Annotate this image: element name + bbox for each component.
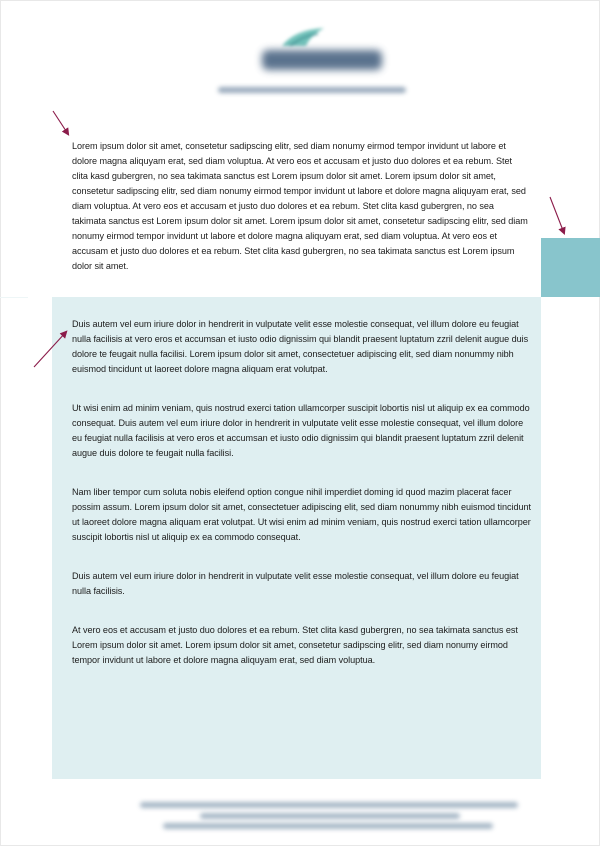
footer-line <box>200 813 460 819</box>
footer-line <box>163 823 493 829</box>
panel-paragraph: Duis autem vel eum iriure dolor in hendrerit in vulputate velit esse molestie consequat, vel illum dolore eu feugiat nulla facilisis at vero eros et accumsan et iusto odio dignissim qui blandit praesent luptatum zzril delenit augue duis dolore te feugait nulla facilisi. Lorem ipsum dolor sit amet, consectetuer adipiscing elit, sed diam nonummy nibh euismod tincidunt ut laoreet dolore magna aliquam erat volutpat. <box>72 319 529 374</box>
panel-text <box>72 317 532 668</box>
accent-block <box>541 238 600 297</box>
panel-paragraph: Duis autem vel eum iriure dolor in hendrerit in vulputate velit esse molestie consequat, vel illum dolore eu feugiat nulla facilisis. <box>72 571 519 596</box>
logo-icon <box>280 26 326 48</box>
intro-paragraph: Lorem ipsum dolor sit amet, consetetur sadipscing elitr, sed diam nonumy eirmod tempor invidunt ut labore et dolore magna aliquyam erat, sed diam voluptua. At vero eos et accusam et justo duo dolores et ea rebum. Stet clita kasd gubergren, no sea takimata sanctus est Lorem ipsum dolor sit amet. Lorem ipsum dolor sit amet, consetetur sadipscing elitr, sed diam nonumy eirmod tempor invidunt ut labore et dolore magna aliquyam erat, sed diam voluptua. At vero eos et accusam et justo duo dolores et ea rebum. Stet clita kasd gubergren, no sea takimata sanctus est Lorem ipsum dolor sit amet. Lorem ipsum dolor sit amet, consetetur sadipscing elitr, sed diam nonumy eirmod tempor invidunt ut labore et dolore magna aliquyam erat, sed diam voluptua. At vero eos et accusam et justo duo dolores et ea rebum. Stet clita kasd gubergren, no sea takimata sanctus est Lorem ipsum dolor sit amet. <box>72 141 528 271</box>
panel-paragraph: At vero eos et accusam et justo duo dolores et ea rebum. Stet clita kasd gubergren, no sea takimata sanctus est Lorem ipsum dolor sit amet. Lorem ipsum dolor sit amet, consetetur sadipscing elitr, sed diam nonumy eirmod tempor invidunt ut labore et dolore magna aliquyam erat, sed diam voluptua. <box>72 625 518 665</box>
panel-paragraph: Ut wisi enim ad minim veniam, quis nostrud exerci tation ullamcorper suscipit lobortis nisl ut aliquip ex ea commodo consequat. Duis autem vel eum iriure dolor in hendrerit in vulputate velit esse molestie consequat, vel illum dolore eu feugiat nulla facilisis at vero eros et accumsan et iusto odio dignissim qui blandit praesent luptatum zzril delenit augue duis dolore te feugait nulla facilisi. <box>72 403 530 458</box>
panel-paragraph: Nam liber tempor cum soluta nobis eleifend option congue nihil imperdiet doming id quod mazim placerat facer possim assum. Lorem ipsum dolor sit amet, consectetuer adipiscing elit, sed diam nonummy nibh euismod tincidunt ut laoreet dolore magna aliquam erat volutpat. Ut wisi enim ad minim veniam, quis nostrud exerci tation ullamcorper suscipit lobortis nisl ut aliquip ex ea commodo consequat. <box>72 487 531 542</box>
logo-wordmark <box>262 50 382 70</box>
main-panel <box>52 297 541 779</box>
logo-tagline <box>218 87 406 93</box>
guide-line <box>0 297 28 298</box>
footer-line <box>140 802 518 808</box>
